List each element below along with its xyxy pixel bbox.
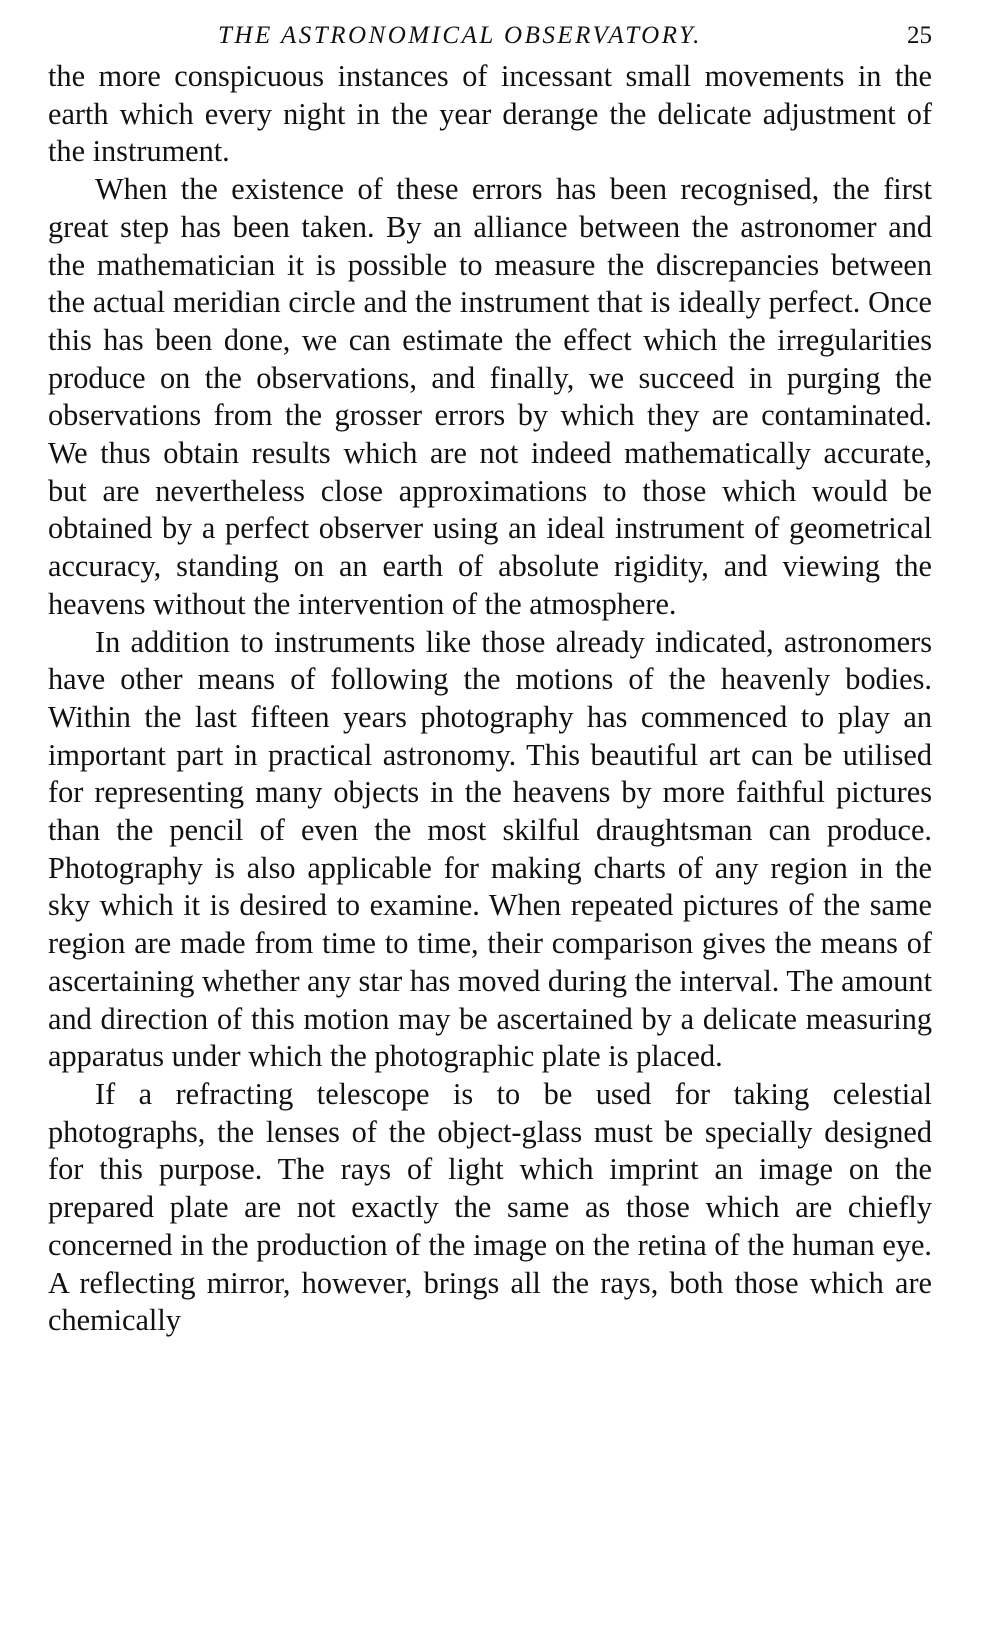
running-head (48, 18, 932, 58)
page-number: 25 (907, 22, 932, 49)
paragraph-photography: In addition to instruments like those already indicated, astronomers have other means of following the motions of the heavenly bodies. Within the last fifteen years photography has commenced to play an important part in practical astronomy. This beautiful art can be utilised for representing many objects in the heavens by more faithful pictures than the pencil of even the most skilful draughtsman can produce. Photography is also applicable for making charts of any region in the sky which it is desired to examine. When repeated pictures of the same region are made from time to time, their comparison gives the means of ascertaining whether any star has moved during the interval. The amount and direction of this motion may be ascertained by a delicate measuring apparatus under which the photographic plate is placed. (48, 624, 932, 1074)
paragraph-refracting-telescope: If a refracting telescope is to be used for taking celestial photographs, the lenses of the object-glass must be specially designed for this purpose. The rays of light which imprint an image on the prepared plate are not exactly the same as those which are chiefly concerned in the production of the image on the retina of the human eye. A reflecting mirror, however, brings all the rays, both those which are chemically (48, 1076, 932, 1338)
book-page (48, 18, 932, 1340)
paragraph-continuation: the more conspicuous instances of incessant small movements in the earth which every night in the year derange the delicate adjustment of the instrument. (48, 59, 932, 169)
running-title: THE ASTRONOMICAL OBSERVATORY. (218, 22, 702, 49)
body-text (48, 58, 932, 1340)
paragraph-errors: When the existence of these errors has been recognised, the first great step has been taken. By an alliance between the astronomer and the mathematician it is possible to measure the discrepancies between the actual meridian circle and the instrument that is ideally perfect. Once this has been done, we can estimate the effect which the irregularities produce on the observations, and finally, we succeed in purging the observations from the grosser errors by which they are contaminated. We thus obtain results which are not indeed mathematically accurate, but are nevertheless close approximations to those which would be obtained by a perfect observer using an ideal instrument of geometrical accuracy, standing on an earth of absolute rigidity, and viewing the heavens without the intervention of the atmosphere. (48, 172, 932, 621)
